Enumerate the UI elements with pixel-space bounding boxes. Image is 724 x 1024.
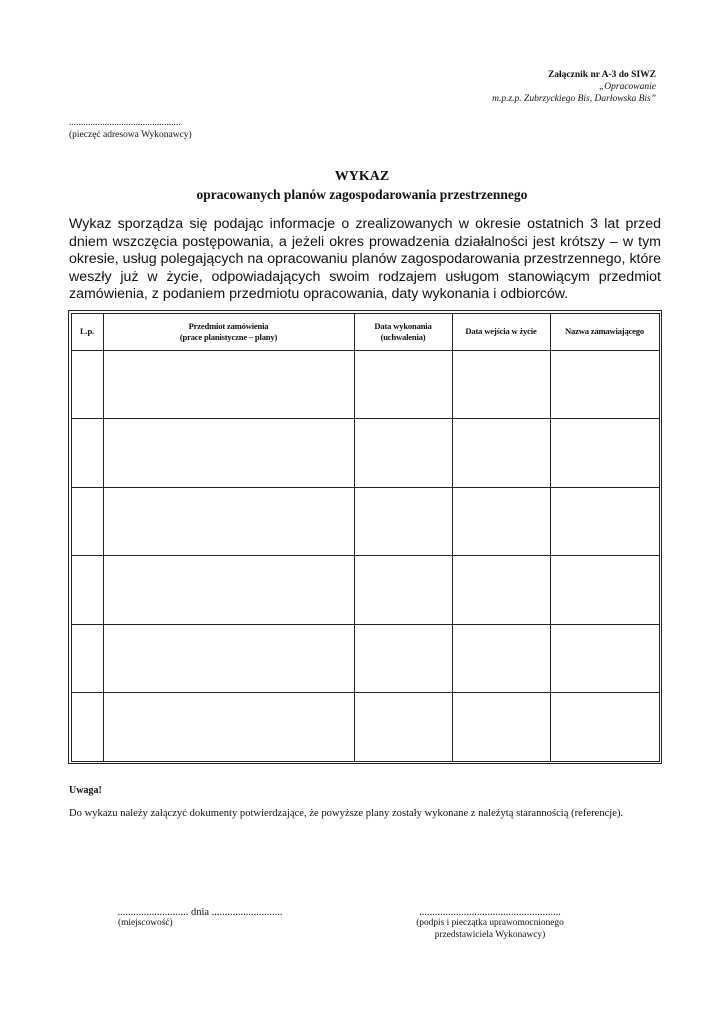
- table-row: [71, 624, 659, 693]
- table-cell: [71, 624, 103, 693]
- table-row: [71, 350, 659, 419]
- project-line-1: „Opracowanie: [599, 82, 656, 92]
- table-cell: [71, 693, 103, 762]
- table-cell: [103, 419, 354, 488]
- table-cell: [103, 693, 354, 762]
- table-cell: [71, 350, 103, 419]
- table-row: [71, 693, 659, 762]
- table-cell: [550, 350, 659, 419]
- note-text: Do wykazu należy załączyć dokumenty potwierdzające, że powyższe plany zostały wykonane z należytą starannością (referencje).: [69, 808, 624, 819]
- table-cell: [452, 350, 550, 419]
- table-cell: [71, 419, 103, 488]
- table-cell: [103, 350, 354, 419]
- header-lp: L.p.: [71, 313, 103, 350]
- table-cell: [103, 487, 354, 556]
- header-subject: Przedmiot zamówienia (prace planistyczne – plany): [103, 313, 354, 350]
- attachment-header: [492, 69, 656, 105]
- contractor-stamp: [69, 117, 192, 141]
- table-cell: [550, 487, 659, 556]
- table-cell: [452, 693, 550, 762]
- table-cell: [550, 693, 659, 762]
- place-caption: (miejscowość): [118, 918, 173, 928]
- signature-line: ......................................................: [419, 907, 561, 918]
- place-date-block: [110, 907, 290, 930]
- table-cell: [354, 419, 452, 488]
- plans-table: [71, 313, 660, 762]
- table-row: [71, 419, 659, 488]
- table-cell: [452, 419, 550, 488]
- note-label: Uwaga!: [69, 785, 102, 796]
- attachment-label: Załącznik nr A-3 do SIWZ: [547, 70, 656, 80]
- table-header-row: [71, 313, 659, 350]
- plans-table-frame: [68, 310, 662, 764]
- project-line-2: m.p.z.p. Zubrzyckiego Bis, Darłowska Bis”: [492, 94, 656, 104]
- table-cell: [550, 419, 659, 488]
- table-cell: [103, 624, 354, 693]
- table-cell: [354, 556, 452, 625]
- signature-caption-2: przedstawiciela Wykonawcy): [434, 929, 546, 940]
- table-cell: [71, 487, 103, 556]
- signature-block: [395, 907, 585, 941]
- table-row: [71, 556, 659, 625]
- table-cell: [354, 487, 452, 556]
- table-row: [71, 487, 659, 556]
- header-client-name: Nazwa zamawiającego: [550, 313, 659, 350]
- table-cell: [354, 624, 452, 693]
- table-cell: [550, 624, 659, 693]
- table-cell: [354, 350, 452, 419]
- table-cell: [452, 556, 550, 625]
- header-completion-date: Data wykonania (uchwalenia): [354, 313, 452, 350]
- header-effective-date: Data wejścia w życie: [452, 313, 550, 350]
- table-cell: [452, 624, 550, 693]
- intro-paragraph: Wykaz sporządza się podając informacje o zrealizowanych w okresie ostatnich 3 lat przed dniem wszczęcia postępowania, a jeżeli okres prowadzenia działalności jest krótszy – w tym okresie, usług polegających na opracowaniu planów zagospodarowania przestrzennego, które weszły już w życie, odpowiadających swoim rodzajem usługom stanowiącym przedmiot zamówienia, z podaniem przedmiotu opracowania, daty wykonania i odbiorców.: [69, 216, 661, 303]
- table-cell: [550, 556, 659, 625]
- stamp-dots: ...............................................: [69, 118, 181, 128]
- table-cell: [103, 556, 354, 625]
- table-cell: [452, 487, 550, 556]
- stamp-caption: (pieczęć adresowa Wykonawcy): [69, 130, 192, 140]
- document-subtitle: opracowanych planów zagospodarowania przestrzennego: [196, 187, 528, 202]
- document-title: WYKAZ: [334, 169, 390, 184]
- table-cell: [71, 556, 103, 625]
- signature-caption-1: (podpis i pieczątka uprawomocnionego: [416, 918, 564, 928]
- place-date-line: ........................... dnia ...........................: [117, 907, 283, 918]
- table-cell: [354, 693, 452, 762]
